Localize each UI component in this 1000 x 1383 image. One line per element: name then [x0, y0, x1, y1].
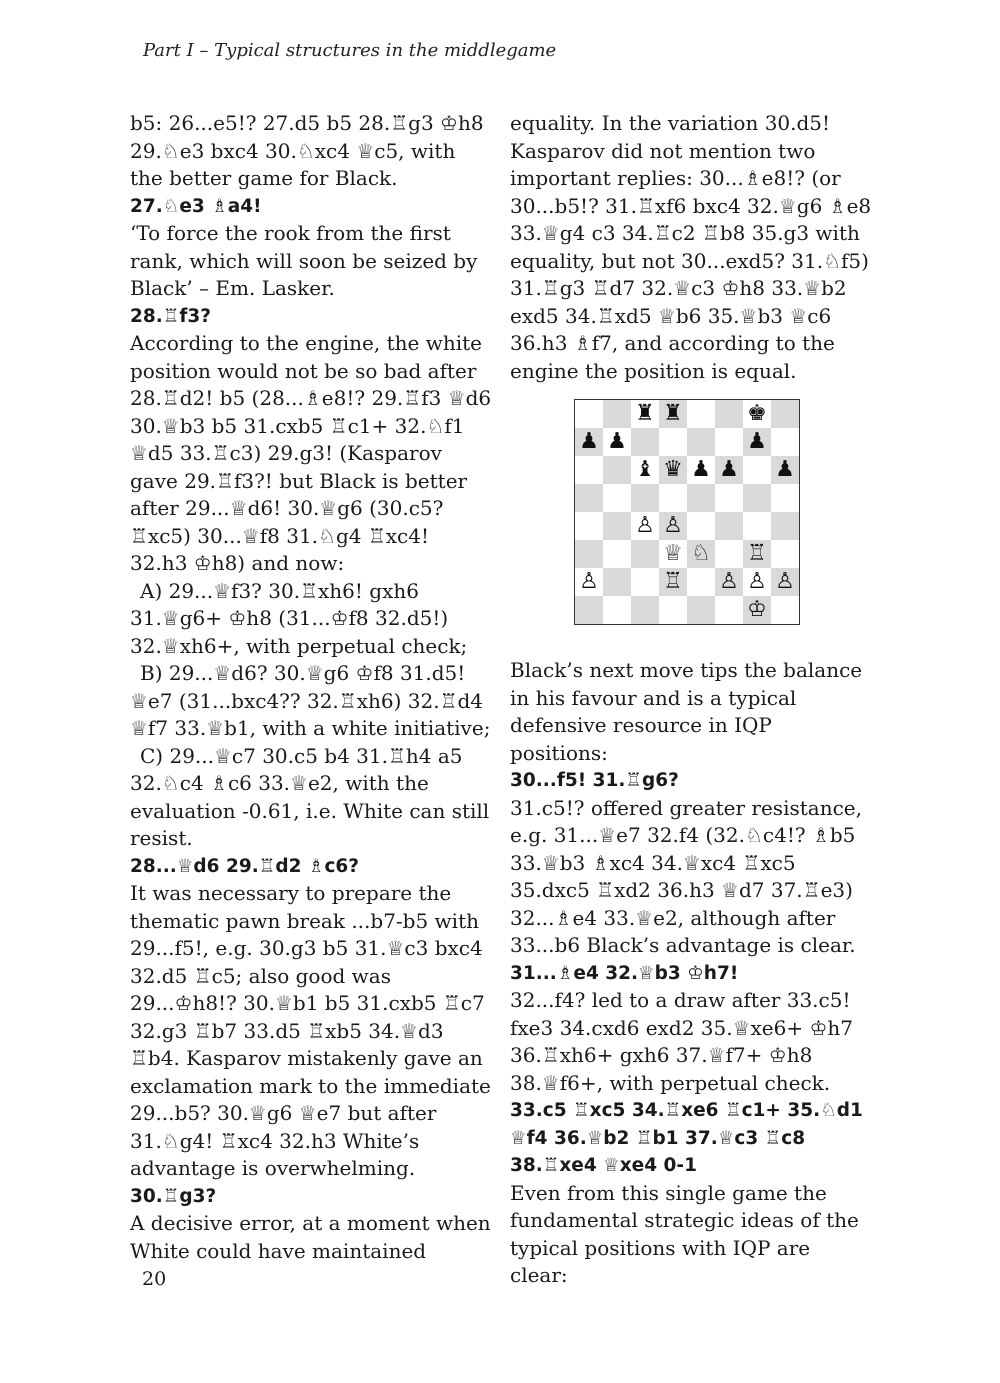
board-square	[687, 512, 715, 540]
paragraph: equality. In the variation 30.d5! Kasparov did not mention two important replies: 30...♗e8!? (or 30...b5!? 31.♖xf6 bxc4 32.♕g6 ♗e8 33.♕g4 c3 34.♖c2 ♖b8 35.g3 with equality, but not 30...exd5? 31.♘f5) 31.♖g3 ♖d7 32.♕c3 ♔h8 33.♕b2 exd5 34.♖xd5 ♕b6 35.♕b3 ♕c6 36.h3 ♗f7, and according to the engine the position is equal.	[510, 111, 872, 383]
board-square	[631, 428, 659, 456]
board-square	[603, 428, 631, 456]
board-square	[659, 596, 687, 624]
board-square	[743, 428, 771, 456]
board-square	[743, 512, 771, 540]
variation-line: B) 29...♕d6? 30.♕g6 ♔f8 31.d5! ♕e7 (31...bxc4?? 32.♖xh6) 32.♖d4 ♕f7 33.♕b1, with a white initiative;	[130, 661, 491, 740]
chess-piece-icon: ♖	[747, 541, 767, 566]
board-square	[575, 400, 603, 428]
paragraph: A decisive error, at a moment when White could have maintained	[130, 1211, 491, 1263]
chess-piece-icon: ♟	[719, 457, 739, 482]
paragraph: Black’s next move tips the balance in his favour and is a typical defensive resource in IQP positions:	[510, 658, 863, 765]
board-square	[603, 512, 631, 540]
board-square	[659, 484, 687, 512]
chess-piece-icon: ♚	[747, 401, 767, 426]
variation-line: C) 29...♕c7 30.c5 b4 31.♖h4 a5 32.♘c4 ♗c6 33.♕e2, with the evaluation -0.61, i.e. White can still resist.	[130, 743, 490, 850]
paragraph: ‘To force the rook from the first rank, which will soon be seized by Black’ – Em. Lasker.	[130, 221, 478, 300]
board-square	[603, 456, 631, 484]
board-square	[715, 484, 743, 512]
paragraph: 32...f4? led to a draw after 33.c5! fxe3 34.cxd6 exd2 35.♕xe6+ ♔h7 36.♖xh6+ gxh6 37.♕f7+ ♔h8 38.♕f6+, with perpetual check.	[510, 988, 853, 1095]
board-square	[687, 484, 715, 512]
chess-piece-icon: ♟	[775, 457, 795, 482]
chess-piece-icon: ♙	[719, 569, 739, 594]
board-square	[603, 568, 631, 596]
board-square	[659, 456, 687, 484]
running-header: Part I – Typical structures in the middlegame	[143, 40, 557, 61]
variation-line: A) 29...♕f3? 30.♖xh6! gxh6 31.♕g6+ ♔h8 (31...♔f8 32.d5!) 32.♕xh6+, with perpetual check;	[130, 578, 468, 658]
paragraph: According to the engine, the white position would not be so bad after 28.♖d2! b5 (28...♗e8!? 29.♖f3 ♕d6 30.♕b3 b5 31.cxb5 ♖c1+ 32.♘f1 ♕d5 33.♖c3) 29.g3! (Kasparov gave 29.♖f3?! but Black is better after 29...♕d6! 30.♕g6 (30.c5? ♖xc5) 30...♕f8 31.♘g4 ♖xc4! 32.h3 ♔h8) and now:	[130, 331, 492, 575]
chess-piece-icon: ♘	[691, 541, 711, 566]
board-square	[687, 568, 715, 596]
board-square	[771, 484, 799, 512]
board-square	[659, 428, 687, 456]
chess-piece-icon: ♙	[635, 513, 655, 538]
chess-piece-icon: ♛	[663, 457, 683, 482]
board-square	[771, 428, 799, 456]
board-square	[715, 512, 743, 540]
board-square	[631, 512, 659, 540]
chess-diagram	[574, 399, 798, 633]
chess-piece-icon: ♟	[607, 429, 627, 454]
chess-piece-icon: ♖	[663, 569, 683, 594]
paragraph: Even from this single game the fundamental strategic ideas of the typical positions with IQP are clear:	[510, 1180, 859, 1287]
move-heading: 28.♖f3?	[130, 305, 212, 327]
board-square	[743, 596, 771, 624]
board-square	[743, 456, 771, 484]
board-square	[631, 400, 659, 428]
board-square	[659, 400, 687, 428]
board-square	[687, 456, 715, 484]
board-square	[631, 456, 659, 484]
board-square	[631, 568, 659, 596]
board-square	[771, 456, 799, 484]
board-square	[575, 456, 603, 484]
page-number: 20	[142, 1268, 167, 1290]
move-heading: 31...♗e4 32.♕b3 ♔h7!	[510, 962, 739, 984]
board-square	[771, 596, 799, 624]
board-square	[743, 568, 771, 596]
board-square	[687, 540, 715, 568]
chess-piece-icon: ♙	[747, 569, 767, 594]
board-square	[631, 596, 659, 624]
board-square	[575, 540, 603, 568]
board-square	[603, 596, 631, 624]
chess-piece-icon: ♜	[663, 401, 683, 426]
board-square	[771, 568, 799, 596]
board-square	[631, 484, 659, 512]
move-heading: 30...f5! 31.♖g6?	[510, 770, 679, 791]
left-column	[130, 110, 492, 1265]
board-square	[771, 540, 799, 568]
board-square	[687, 400, 715, 428]
board-square	[715, 456, 743, 484]
board-square	[659, 568, 687, 596]
chess-piece-icon: ♟	[691, 457, 711, 482]
board-square	[575, 596, 603, 624]
move-heading: 28...♕d6 29.♖d2 ♗c6?	[130, 855, 360, 877]
board-square	[715, 428, 743, 456]
move-heading: 27.♘e3 ♗a4!	[130, 195, 262, 217]
board-square	[743, 540, 771, 568]
board-square	[687, 596, 715, 624]
board-square	[603, 400, 631, 428]
paragraph: b5: 26...e5!? 27.d5 b5 28.♖g3 ♔h8 29.♘e3 bxc4 30.♘xc4 ♕c5, with the better game for Black.	[130, 111, 484, 190]
chess-piece-icon: ♟	[579, 429, 599, 454]
chess-piece-icon: ♟	[747, 429, 767, 454]
chess-piece-icon: ♕	[663, 541, 683, 566]
move-heading: 33.c5 ♖xc5 34.♖xe6 ♖c1+ 35.♘d1 ♕f4 36.♕b2 ♖b1 37.♕c3 ♖c8 38.♖xe4 ♕xe4 0-1	[510, 1100, 863, 1176]
chess-piece-icon: ♜	[635, 401, 655, 426]
board-square	[771, 512, 799, 540]
chess-piece-icon: ♝	[635, 457, 655, 482]
right-column-bottom-text	[510, 657, 872, 1290]
board-square	[575, 484, 603, 512]
board-square	[715, 400, 743, 428]
chess-board	[574, 399, 800, 625]
board-square	[771, 400, 799, 428]
board-square	[659, 540, 687, 568]
board-square	[603, 484, 631, 512]
board-square	[743, 400, 771, 428]
chess-piece-icon: ♙	[775, 569, 795, 594]
paragraph: 31.c5!? offered greater resistance, e.g. 31...♕e7 32.f4 (32.♘c4!? ♗b5 33.♕b3 ♗xc4 34.♕xc4 ♖xc5 35.dxc5 ♖xd2 36.h3 ♕d7 37.♖e3) 32...♗e4 33.♕e2, although after 33...b6 Black’s advantage is clear.	[510, 795, 862, 957]
board-square	[687, 428, 715, 456]
board-square	[715, 596, 743, 624]
move-heading: 30.♖g3?	[130, 1185, 217, 1207]
paragraph: It was necessary to prepare the thematic pawn break ...b7-b5 with 29...f5!, e.g. 30.g3 b5 31.♕c3 bxc4 32.d5 ♖c5; also good was 29...♔h8!? 30.♕b1 b5 31.cxb5 ♖c7 32.g3 ♖b7 33.d5 ♖xb5 34.♕d3 ♖b4. Kasparov mistakenly gave an exclamation mark to the immediate 29...b5? 30.♕g6 ♕e7 but after 31.♘g4! ♖xc4 32.h3 White’s advantage is overwhelming.	[130, 881, 491, 1180]
right-column	[510, 110, 872, 1290]
board-square	[575, 428, 603, 456]
chess-piece-icon: ♔	[747, 597, 767, 622]
board-square	[631, 540, 659, 568]
board-square	[575, 568, 603, 596]
board-square	[659, 512, 687, 540]
board-square	[715, 568, 743, 596]
chess-piece-icon: ♙	[579, 569, 599, 594]
chess-piece-icon: ♙	[663, 513, 683, 538]
right-column-top-text	[510, 110, 872, 385]
board-square	[603, 540, 631, 568]
board-square	[743, 484, 771, 512]
board-square	[715, 540, 743, 568]
board-square	[575, 512, 603, 540]
